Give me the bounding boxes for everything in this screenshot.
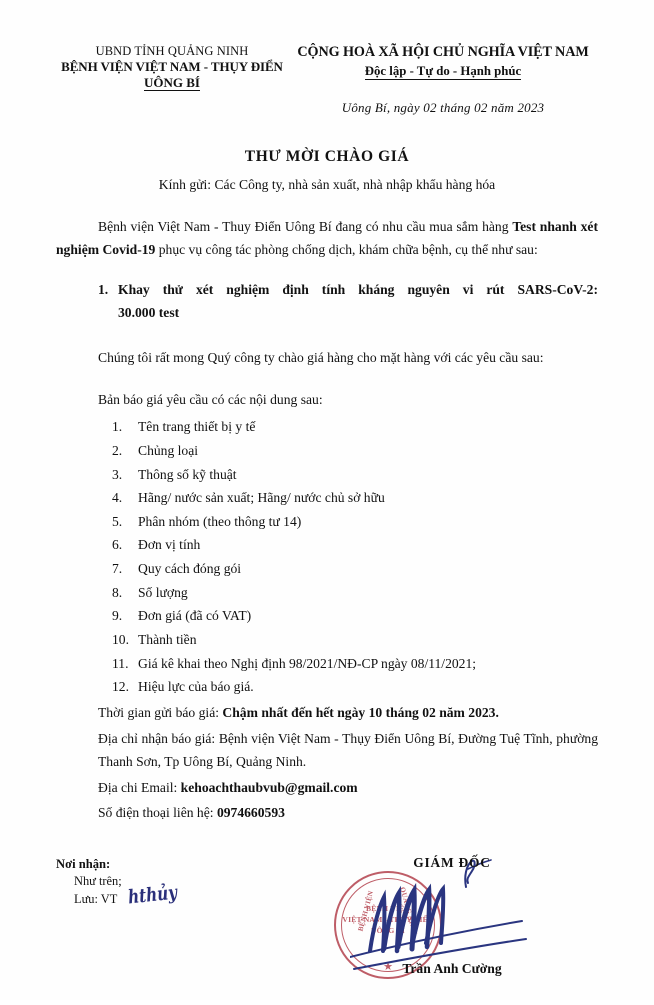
requirements-lead: Bản báo giá yêu cầu có các nội dung sau:: [98, 391, 323, 407]
intro-paragraph: [56, 215, 598, 262]
hospital-branch-wrap: [56, 74, 288, 93]
list-item-label: Giá kê khai theo Nghị định 98/2021/NĐ-CP ngày 08/11/2021;: [138, 655, 477, 671]
recipients-line-2-text: Lưu: VT: [74, 892, 118, 907]
list-item-number: 1.: [112, 419, 123, 435]
national-title: CỘNG HOÀ XÃ HỘI CHỦ NGHĨA VIỆT NAM: [297, 44, 589, 60]
signature-name: Trần Anh Cường: [402, 961, 502, 977]
list-item: [112, 415, 598, 439]
list-item: [112, 486, 598, 510]
intro-part-1: Bệnh viện Việt Nam - Thuy Điển Uông Bí đang có nhu cầu mua sắm hàng: [98, 218, 513, 234]
intro-bold-product: Test nhanh xét nghiệm Covid-19: [56, 218, 598, 258]
stamp-center-line-3: UÔNG BÍ: [370, 926, 406, 936]
list-item: [112, 439, 598, 463]
list-item: [112, 463, 598, 487]
list-item-number: 8.: [112, 584, 123, 600]
list-item-number: 11.: [112, 655, 129, 671]
list-item-number: 9.: [112, 608, 123, 624]
stamp-center-line-1: BỆNH VIỆN: [365, 904, 411, 914]
document-recipient: Kính gửi: Các Công ty, nhà sản xuất, nhà nhập khẩu hàng hóa: [158, 176, 496, 192]
document-footer: [56, 855, 598, 1005]
list-item: [112, 675, 598, 699]
list-item-label: Hãng/ nước sản xuất; Hãng/ nước chủ sở hữu: [138, 490, 385, 506]
hospital-branch: UÔNG BÍ: [144, 75, 200, 91]
recipients-line-1: Như trên;: [74, 874, 122, 889]
recipients-block: [56, 855, 306, 909]
stamp-center-line-2: VIỆT NAM - THỤY ĐIỂN: [342, 915, 434, 925]
issuing-authority: UBND TỈNH QUẢNG NINH: [95, 44, 249, 58]
list-item-label: Thông số kỹ thuật: [138, 466, 237, 482]
spec-item-body: [118, 278, 598, 325]
spec-item: [56, 278, 598, 325]
email-line: [56, 776, 598, 800]
list-item-number: 7.: [112, 561, 123, 577]
list-item-number: 2.: [112, 442, 123, 458]
stamp-star-icon: ★: [383, 961, 393, 974]
phone-label: Số điện thoại liên hệ:: [98, 805, 217, 821]
list-item-number: 10.: [112, 631, 129, 647]
phone-line: [56, 801, 598, 825]
title-block: [56, 148, 598, 193]
requirements-list: [56, 415, 598, 699]
issuing-organization-block: [56, 44, 288, 93]
address-value: Bệnh viện Việt Nam - Thụy Điển Uông Bí, Đường Tuệ Tĩnh, phường Thanh Sơn, Tp Uông Bí, Quảng Ninh.: [98, 730, 598, 770]
list-item-number: 12.: [112, 679, 129, 695]
list-item: [112, 533, 598, 557]
list-item-label: Thành tiền: [138, 631, 197, 647]
list-item: [112, 510, 598, 534]
contact-block: [56, 701, 598, 725]
deadline-line: [98, 701, 598, 725]
deadline-value: Chậm nhất đến hết ngày 10 tháng 02 năm 2023.: [222, 704, 499, 720]
list-item-label: Đơn vị tính: [138, 537, 201, 553]
signature-role: GIÁM ĐỐC: [413, 855, 491, 871]
national-motto: Độc lập - Tự do - Hạnh phúc: [365, 64, 521, 80]
list-item: [112, 628, 598, 652]
list-item-number: 6.: [112, 537, 123, 553]
list-item-label: Đơn giá (đã có VAT): [138, 608, 252, 624]
phone-value[interactable]: 0974660593: [216, 805, 285, 821]
spec-item-number: 1.: [98, 281, 109, 297]
recipients-title: Nơi nhận:: [56, 857, 111, 872]
national-heading-block: [288, 44, 598, 116]
list-item: [112, 652, 598, 676]
list-item: [112, 557, 598, 581]
list-item: [112, 604, 598, 628]
spec-item-line-1: Khay thử xét nghiệm định tính kháng nguyên vi rút SARS-CoV-2:: [118, 281, 598, 297]
list-item-label: Tên trang thiết bị y tế: [138, 419, 256, 435]
list-item-number: 3.: [112, 466, 123, 482]
stamp-center-text: [336, 903, 440, 936]
list-item: [112, 581, 598, 605]
list-item-label: Quy cách đóng gói: [138, 561, 242, 577]
signature-block: [306, 855, 598, 1005]
stamp-arc-left-text: BỆNH VIỆN: [356, 889, 376, 933]
email-label: Địa chi Email:: [98, 779, 181, 795]
handwritten-initial: hthủy: [127, 881, 179, 909]
list-item-label: Chủng loại: [138, 442, 199, 458]
intro-part-2: phục vụ công tác phòng chống dịch, khám chữa bệnh, cụ thể như sau:: [155, 242, 538, 258]
national-motto-wrap: [288, 61, 598, 80]
document-title: THƯ MỜI CHÀO GIÁ: [244, 147, 410, 165]
list-item-number: 4.: [112, 490, 123, 506]
list-item-label: Phân nhóm (theo thông tư 14): [138, 513, 302, 529]
hospital-name: BỆNH VIỆN VIỆT NAM - THỤY ĐIỂN: [61, 58, 283, 74]
spec-item-line-2: 30.000 test: [118, 305, 180, 321]
stamp-arc-right-text: QUẢNG NINH: [398, 886, 419, 936]
deadline-label: Thời gian gửi báo giá:: [98, 704, 223, 720]
list-item-label: Số lượng: [138, 584, 188, 600]
list-item-number: 5.: [112, 513, 123, 529]
document-header: [56, 0, 598, 116]
address-line: [98, 727, 598, 774]
place-and-date: Uông Bí, ngày 02 tháng 02 năm 2023: [341, 100, 545, 116]
email-value[interactable]: kehoachthaubvub@gmail.com: [180, 779, 358, 795]
address-label: Địa chỉ nhận báo giá:: [98, 730, 219, 746]
request-paragraph: Chúng tôi rất mong Quý công ty chào giá hàng cho mặt hàng với các yêu cầu sau:: [98, 350, 544, 366]
list-item-label: Hiệu lực của báo giá.: [138, 679, 254, 695]
